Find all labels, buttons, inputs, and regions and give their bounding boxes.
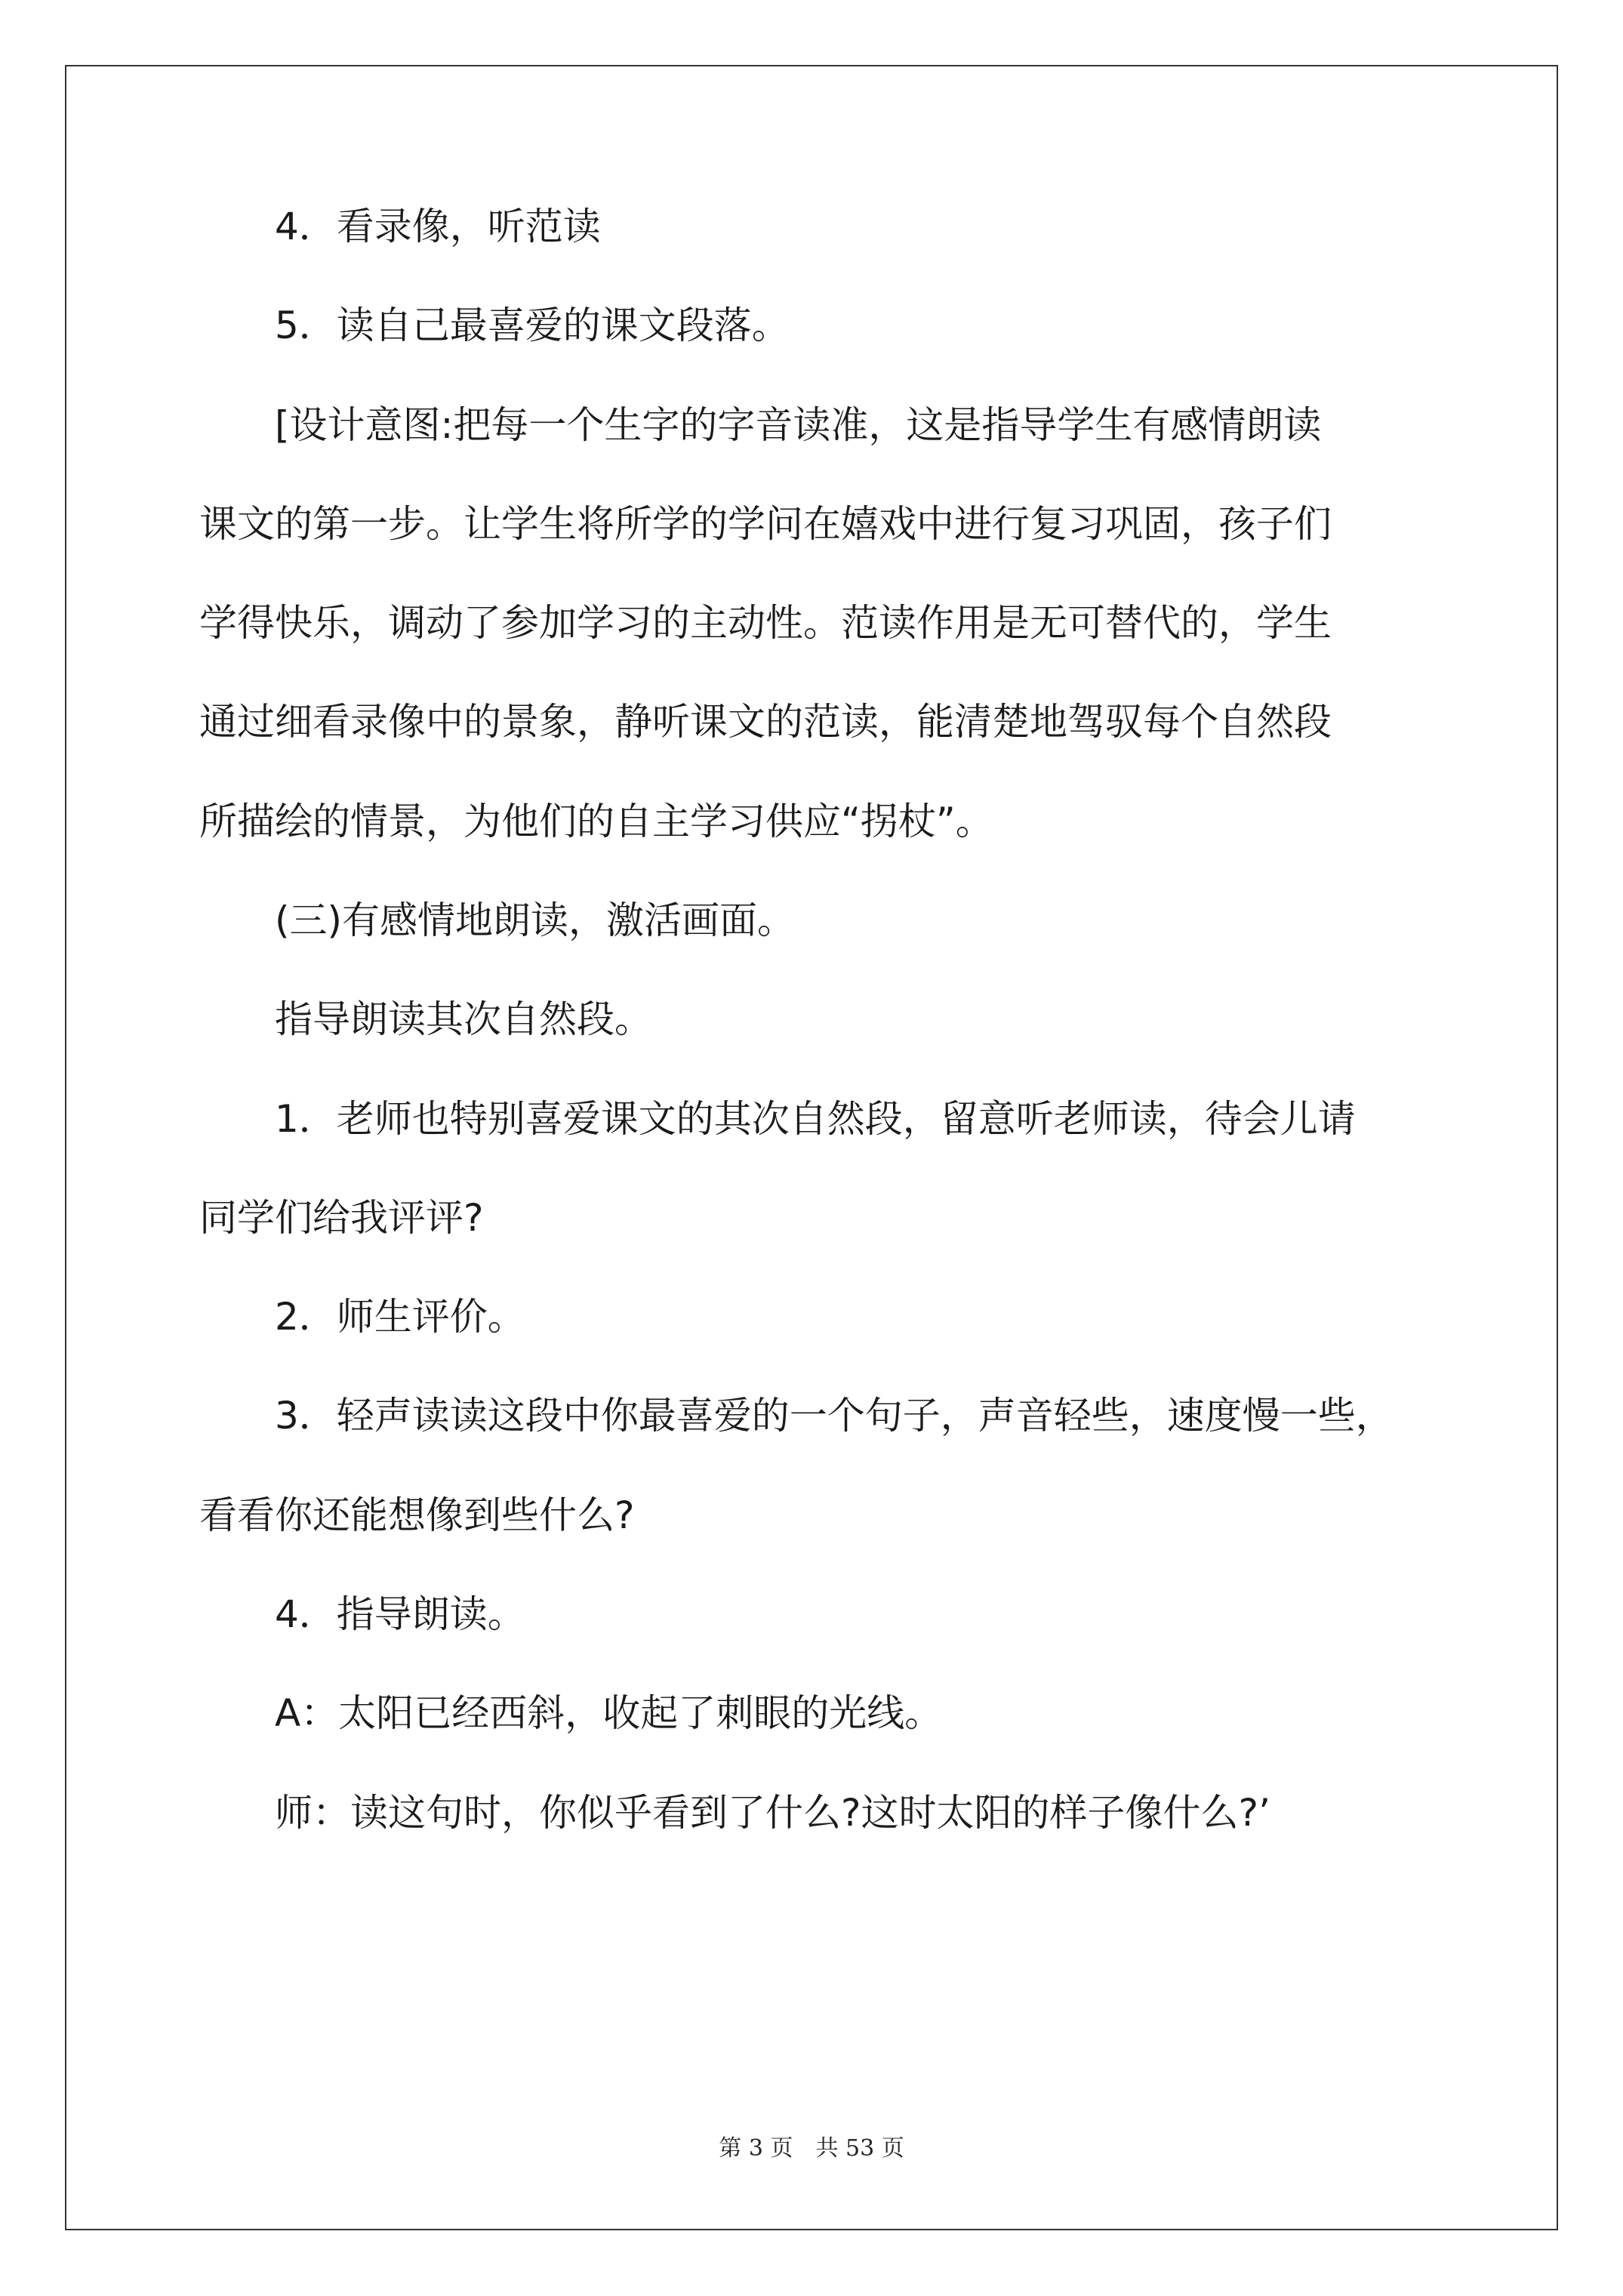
paragraph-line: 4．看录像，听范读: [199, 205, 601, 248]
paragraph-line: A：太阳已经西斜，收起了刺眼的光线。: [199, 1691, 943, 1735]
page-number-footer: 第 3 页 共 53 页: [719, 2135, 904, 2162]
paragraph-line: 指导朗读其次自然段。: [199, 997, 652, 1041]
paragraph-line: 同学们给我评评?: [199, 1196, 484, 1240]
paragraph-line: 4．指导朗读。: [199, 1592, 525, 1636]
page-frame: [65, 65, 1558, 2230]
paragraph-line: 所描绘的情景，为他们的自主学习供应“拐杖”。: [199, 800, 993, 843]
paragraph-line: 通过细看录像中的景象，静听课文的范读，能清楚地驾驭每个自然段: [199, 700, 1332, 744]
paragraph-line: 5．读自己最喜爱的课文段落。: [199, 304, 790, 347]
paragraph-line: [设计意图:把每一个生字的字音读准，这是指导学生有感情朗读: [199, 403, 1322, 447]
paragraph-line: 学得快乐，调动了参加学习的主动性。范读作用是无可替代的，学生: [199, 601, 1332, 645]
paragraph-line: 1．老师也特别喜爱课文的其次自然段，留意听老师读，待会儿请: [199, 1097, 1356, 1141]
paragraph-line: 课文的第一步。让学生将所学的学问在嬉戏中进行复习巩固，孩子们: [199, 502, 1332, 546]
paragraph-line: 2．师生评价。: [199, 1295, 525, 1339]
paragraph-line: 师：读这句时，你似乎看到了什么?这时太阳的样子像什么?’: [199, 1791, 1270, 1835]
paragraph-line: 看看你还能想像到些什么?: [199, 1493, 635, 1537]
paragraph-line: 3．轻声读读这段中你最喜爱的一个句子，声音轻些，速度慢一些，: [199, 1394, 1394, 1438]
paragraph-line: (三)有感情地朗读，激活画面。: [199, 898, 796, 942]
